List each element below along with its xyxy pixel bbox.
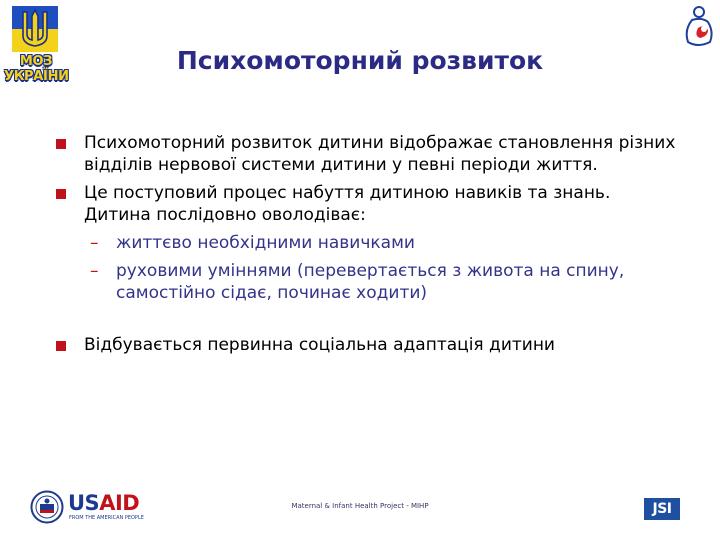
bullet-item xyxy=(56,132,676,176)
bullet-text: Це поступовий процес набуття дитиною навиків та знань. Дитина послідовно оволодіває: xyxy=(84,183,611,225)
sub-bullet-item xyxy=(56,232,676,254)
footer-project-name: Maternal & Infant Health Project - MIHP xyxy=(291,502,429,510)
bullet-item xyxy=(56,182,676,226)
square-bullet-icon xyxy=(56,139,66,149)
slide-content xyxy=(56,132,676,356)
square-bullet-icon xyxy=(56,189,66,199)
jsi-logo: JSI xyxy=(644,498,680,520)
usaid-us-text: US xyxy=(68,491,100,515)
dash-bullet-icon: – xyxy=(90,261,99,281)
usaid-aid-text: AID xyxy=(99,491,140,515)
sub-bullet-text: руховими уміннями (перевертається з живота на спину, самостійно сідає, починає ходити) xyxy=(116,261,625,303)
usaid-logo xyxy=(30,490,150,526)
page-title: Психомоторний розвиток xyxy=(176,46,544,75)
square-bullet-icon xyxy=(56,341,66,351)
moz-logo-line1: МОЗ xyxy=(19,54,53,69)
dash-bullet-icon: – xyxy=(90,233,99,253)
mother-child-icon xyxy=(678,4,718,48)
bullet-text: Психомоторний розвиток дитини відображає становлення різних відділів нервової системи дитини у певні періоди життя. xyxy=(84,133,676,175)
sub-bullet-text: життєво необхідними навичками xyxy=(116,233,415,253)
bullet-item xyxy=(56,334,676,356)
sub-bullet-item xyxy=(56,260,676,304)
bullet-text: Відбувається первинна соціальна адаптація дитини xyxy=(84,335,555,355)
moz-logo-line2: УКРАЇНИ xyxy=(4,69,69,84)
usaid-seal-icon xyxy=(30,490,64,524)
usaid-wordmark xyxy=(68,491,139,515)
usaid-tagline: FROM THE AMERICAN PEOPLE xyxy=(69,515,144,521)
